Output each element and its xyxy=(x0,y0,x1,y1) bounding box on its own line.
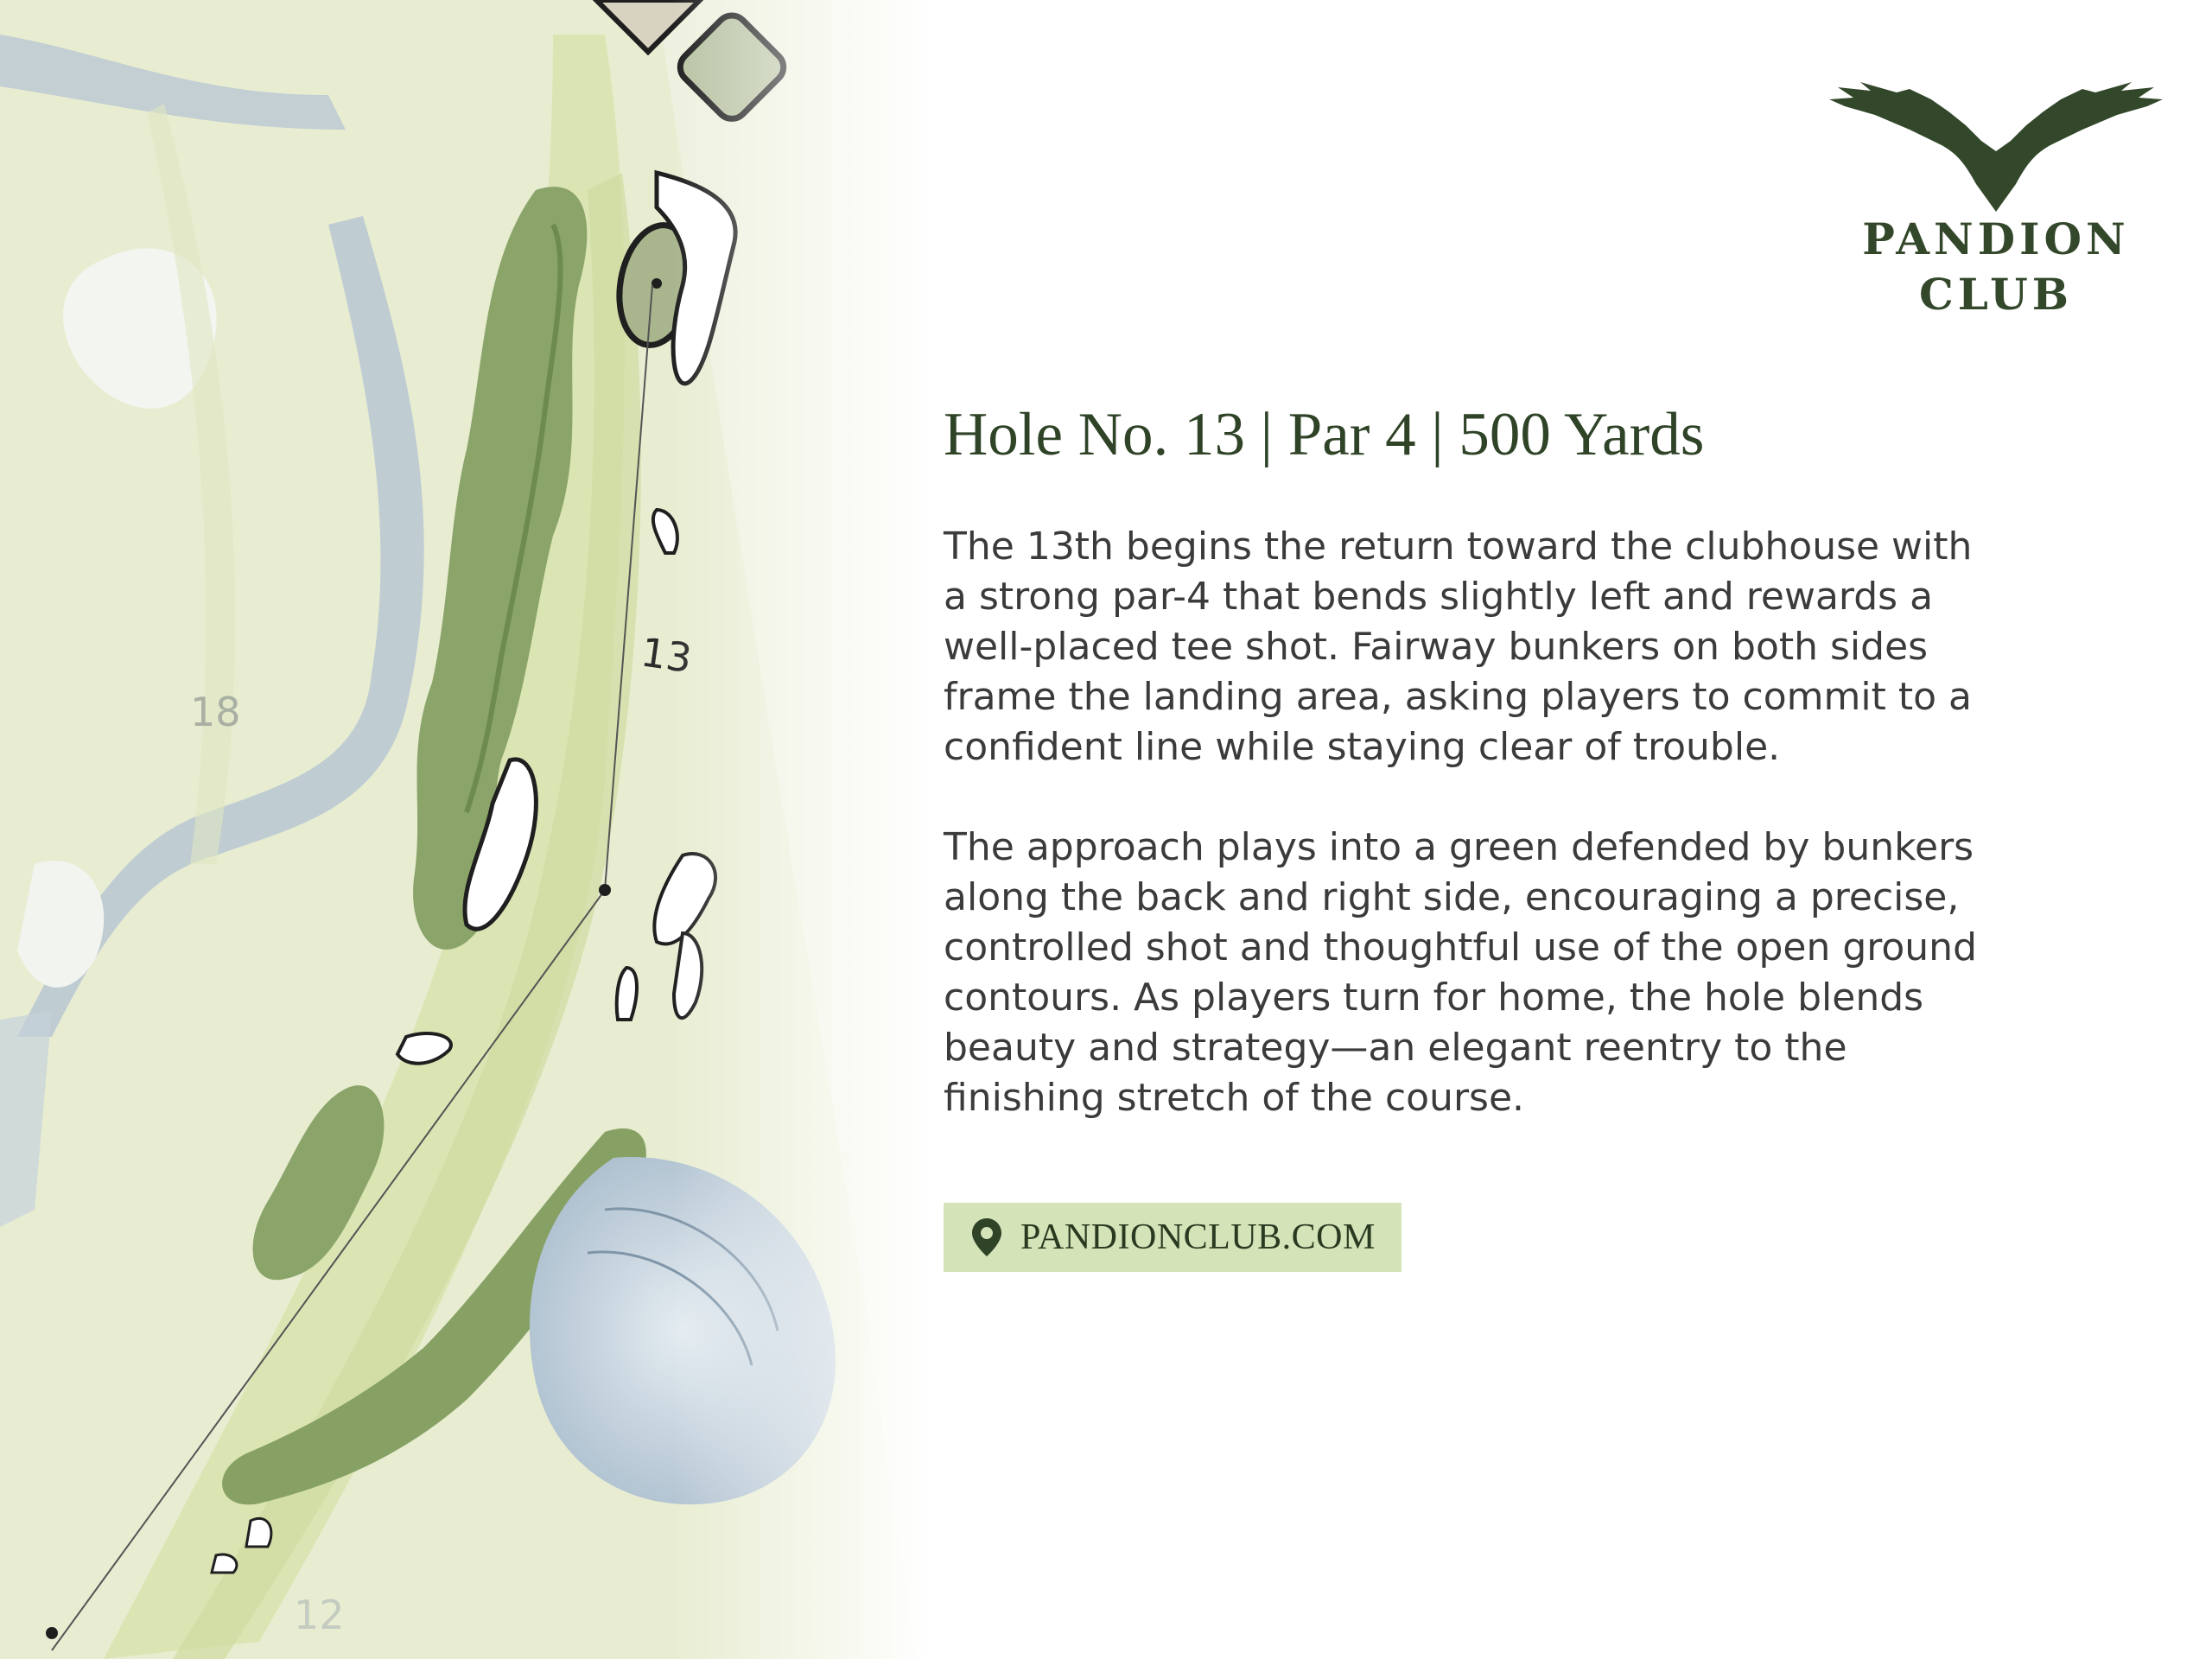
osprey-wings-icon xyxy=(1827,82,2164,212)
hole-title: Hole No. 13 | Par 4 | 500 Yards xyxy=(944,401,1705,468)
hole-description-paragraph-2: The approach plays into a green defended by bunkers along the back and right side, encouraging a precise, controlled shot and thoughtful use of the open ground contours. As players turn for home, the hole blends beauty and strategy—an elegant reentry to the finishing stretch of the course. xyxy=(944,825,1977,1120)
website-label: PANDIONCLUB.COM xyxy=(1020,1217,1376,1257)
website-link[interactable] xyxy=(944,1203,1402,1272)
hole-description-panel xyxy=(944,397,2006,1272)
logo-text-line1: PANDION xyxy=(1862,213,2130,264)
logo-text-line2: CLUB xyxy=(1918,269,2074,320)
location-pin-icon xyxy=(972,1218,1001,1256)
hole-description-paragraph-1: The 13th begins the return toward the clubhouse with a strong par-4 that bends slightly left and rewards a well-placed tee shot. Fairway bunkers on both sides frame the landing area, asking players to commit to a confident line while staying clear of trouble. xyxy=(944,524,1973,769)
course-map-illustration xyxy=(0,0,933,1659)
club-logo xyxy=(1823,82,2169,350)
